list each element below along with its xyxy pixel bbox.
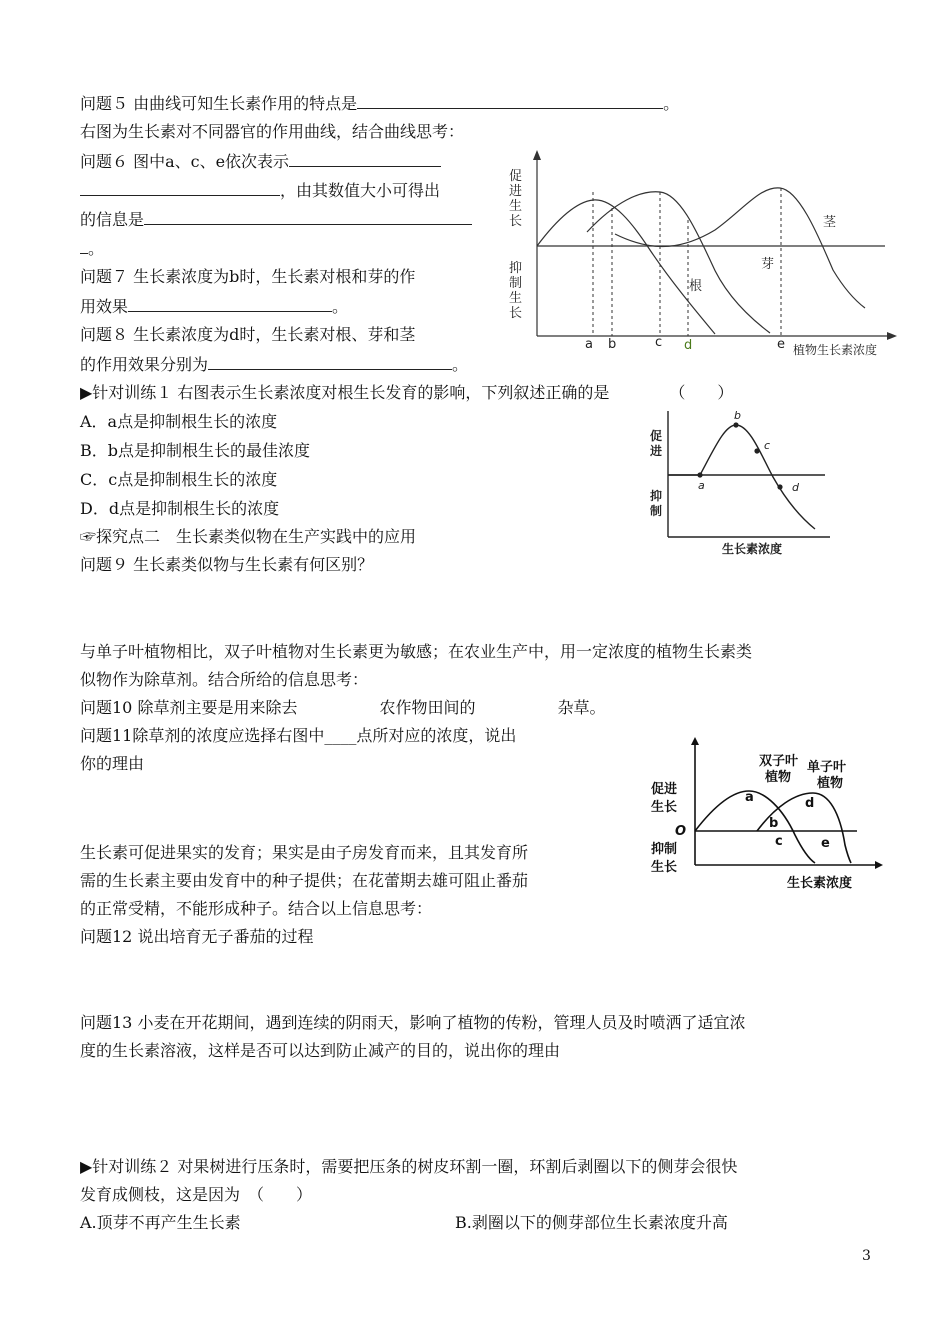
stem-label: 茎: [823, 215, 837, 230]
fig2-y-inhibit-2: 制: [650, 504, 663, 518]
point-d: d: [684, 338, 693, 353]
fig1-y-inhibit-4: 长: [509, 306, 523, 321]
question-11-line2: 你的理由: [80, 754, 145, 773]
fig3-y-promote-1: 促进: [651, 782, 678, 797]
question-6-line3: 的信息是: [80, 209, 472, 230]
dicot-curve: [695, 791, 815, 863]
dicot-label-1: 双子叶: [759, 754, 799, 769]
training-1-option-b[interactable]: B．b点是抑制根生长的最佳浓度: [80, 441, 311, 460]
monocot-label-1: 单子叶: [807, 760, 847, 775]
point-a: a: [585, 337, 593, 352]
fig3-y-promote-2: 生长: [651, 800, 678, 815]
figure-dicot-monocot: [645, 735, 885, 895]
paragraph-herbicide-line2: 似物作为除草剂。结合所给的信息思考：: [80, 670, 369, 689]
fig3-y-inhibit-1: 抑制: [651, 842, 678, 857]
answer-blank[interactable]: [80, 238, 88, 254]
point-e: e: [821, 836, 830, 851]
stem-curve: [615, 188, 865, 308]
figure-intro: 右图为生长素对不同器官的作用曲线，结合曲线思考：: [80, 122, 465, 141]
origin-label: O: [675, 824, 687, 839]
page-number: 3: [862, 1248, 871, 1264]
training-2-option-b[interactable]: B.剥圈以下的侧芽部位生长素浓度升高: [455, 1213, 728, 1232]
point-c: c: [764, 439, 771, 452]
point-d: d: [792, 481, 799, 494]
fig2-y-promote-2: 进: [650, 444, 663, 458]
fig3-x-label: 生长素浓度: [787, 876, 853, 891]
question-8-line2: 的作用效果分别为 。: [80, 355, 469, 374]
point-c: c: [655, 335, 663, 350]
question-5: 问题５ 由曲线可知生长素作用的特点是 。: [80, 94, 680, 113]
monocot-label-2: 植物: [817, 776, 844, 791]
training-1-option-d[interactable]: D．d点是抑制根生长的浓度: [80, 499, 280, 518]
answer-blank[interactable]: [289, 151, 441, 167]
figure-root-curve: [640, 405, 840, 560]
training-2-line2: 发育成侧枝，这是因为 （ ）: [80, 1185, 313, 1204]
answer-blank[interactable]: [144, 209, 472, 225]
fig1-y-promote-3: 生: [509, 199, 523, 214]
training-1: ▶针对训练１ 右图表示生长素浓度对根生长发育的影响，下列叙述正确的是 （ ）: [80, 383, 734, 402]
fig2-y-inhibit-1: 抑: [650, 489, 663, 503]
answer-blank[interactable]: [357, 93, 663, 109]
training-1-option-c[interactable]: C．c点是抑制根生长的浓度: [80, 470, 278, 489]
question-13-line2: 度的生长素溶液，这样是否可以达到防止减产的目的，说出你的理由: [80, 1041, 561, 1060]
question-12: 问题12 说出培育无子番茄的过程: [80, 927, 314, 946]
question-6-line4: 。: [80, 238, 104, 259]
fig2-y-promote-1: 促: [650, 429, 663, 443]
question-10: 问题10 除草剂主要是用来除去 农作物田间的 杂草。: [80, 698, 606, 717]
training-1-option-a[interactable]: A．a点是抑制根生长的浓度: [80, 412, 278, 431]
question-7: 问题７ 生长素浓度为b时，生长素对根和芽的作: [80, 267, 416, 286]
question-9: 问题９ 生长素类似物与生长素有何区别？: [80, 555, 374, 574]
figure-organ-curves: [505, 150, 905, 365]
paragraph-fruit-line2: 需的生长素主要由发育中的种子提供；在花蕾期去雄可阻止番茄: [80, 871, 529, 890]
training-2: ▶针对训练２ 对果树进行压条时，需要把压条的树皮环割一圈，环割后剥圈以下的侧芽会很快: [80, 1157, 738, 1176]
fig1-y-inhibit-3: 生: [509, 291, 523, 306]
answer-blank[interactable]: [128, 296, 332, 312]
fig1-y-inhibit-2: 制: [509, 276, 523, 291]
question-6: 问题６ 图中a、c、e依次表示: [80, 151, 441, 172]
question-11: 问题11除草剂的浓度应选择右图中____点所对应的浓度，说出: [80, 726, 517, 745]
answer-blank[interactable]: [208, 354, 452, 370]
question-6-line2: ，由其数值大小可得出: [80, 180, 440, 201]
training-2-option-a[interactable]: A.顶芽不再产生生长素: [80, 1213, 241, 1232]
point-c: c: [775, 834, 783, 849]
fig1-y-promote-1: 促: [509, 169, 523, 184]
answer-blank[interactable]: [80, 180, 280, 196]
root-label: 根: [689, 279, 703, 294]
point-b: b: [769, 816, 779, 831]
fig2-x-label: 生长素浓度: [722, 542, 783, 556]
point-a: a: [745, 790, 754, 805]
bud-label: 芽: [761, 257, 775, 272]
root-curve: [668, 425, 815, 529]
dicot-label-2: 植物: [765, 770, 792, 785]
fig1-y-promote-2: 进: [509, 184, 523, 199]
fig1-x-label: 植物生长素浓度: [793, 343, 878, 357]
question-8: 问题８ 生长素浓度为d时，生长素对根、芽和茎: [80, 325, 416, 344]
fig1-y-promote-4: 长: [509, 214, 523, 229]
point-d: d: [805, 796, 815, 811]
paragraph-herbicide: 与单子叶植物相比，双子叶植物对生长素更为敏感；在农业生产中，用一定浓度的植物生长素类: [80, 642, 753, 661]
bud-curve: [587, 192, 770, 333]
question-7-line2: 用效果 。: [80, 297, 349, 316]
question-13: 问题13 小麦在开花期间，遇到连续的阴雨天，影响了植物的传粉，管理人员及时喷洒了适宜浓: [80, 1013, 746, 1032]
point-a: a: [698, 479, 705, 492]
fig3-y-inhibit-2: 生长: [651, 860, 678, 875]
fig1-y-inhibit-1: 抑: [509, 261, 523, 276]
paragraph-fruit: 生长素可促进果实的发育；果实是由子房发育而来，且其发育所: [80, 843, 529, 862]
explore-point-2: ☞探究点二 生长素类似物在生产实践中的应用: [80, 527, 417, 546]
paragraph-fruit-line3: 的正常受精，不能形成种子。结合以上信息思考：: [80, 899, 433, 918]
point-b: b: [734, 409, 741, 422]
point-b: b: [608, 337, 617, 352]
point-e: e: [777, 337, 785, 352]
